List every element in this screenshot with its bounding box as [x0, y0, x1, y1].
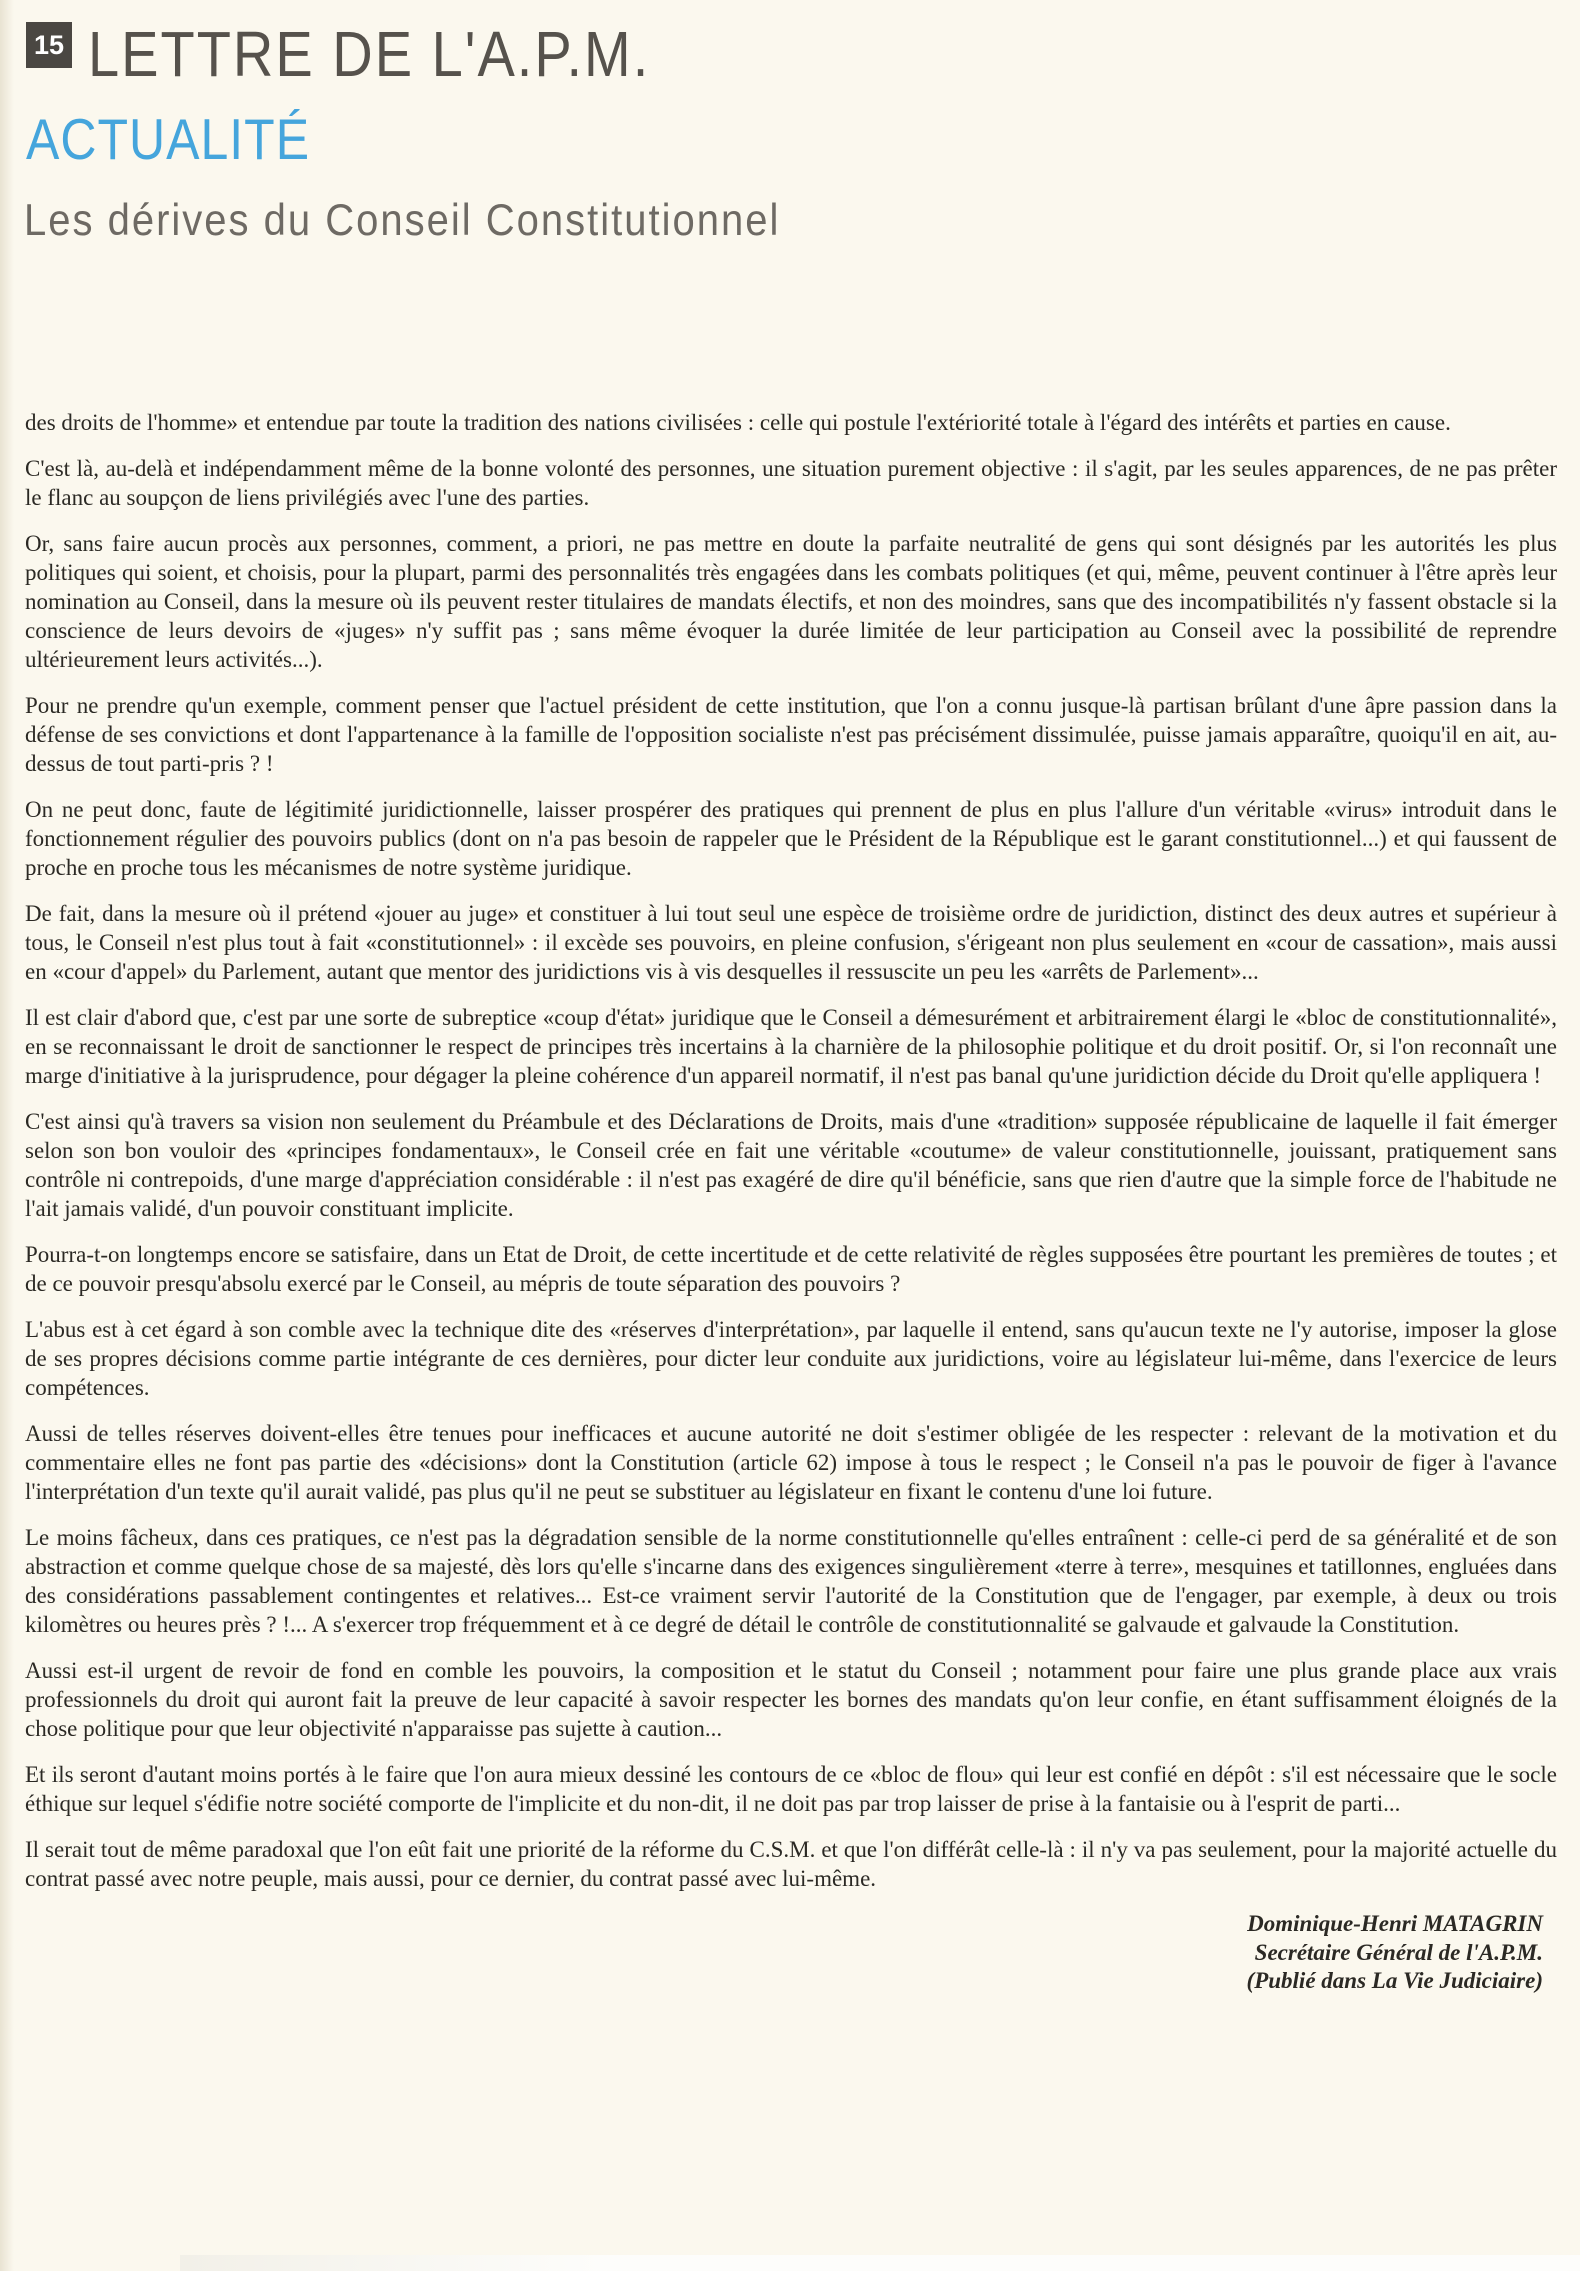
- article-paragraph: Il serait tout de même paradoxal que l'on eût fait une priorité de la réforme du C.S.M. et que l'on différât celle-là : il n'y va pas seulement, pour la majorité actuelle du contrat passé avec notre peuple, mais aussi, pour ce dernier, du contrat passé avec lui-même.: [25, 1837, 1557, 1891]
- issue-number-badge: [26, 22, 72, 68]
- signature-source: (Publié dans La Vie Judiciaire): [1246, 1968, 1543, 1993]
- article-paragraph: Et ils seront d'autant moins portés à le faire que l'on aura mieux dessiné les contours de ce «bloc de flou» qui leur est confié en dépôt : s'il est nécessaire que le socle éthique sur lequel s'édifie notre société comporte de l'implicite et du non-dit, il ne doit pas par trop laisser de prise à la fantaisie ou à l'esprit de parti...: [25, 1762, 1557, 1816]
- issue-number: 15: [33, 29, 65, 60]
- article-paragraph: des droits de l'homme» et entendue par toute la tradition des nations civilisées : celle qui postule l'extériorité totale à l'égard des intérêts et parties en cause.: [25, 410, 1451, 435]
- section-label: ACTUALITÉ: [26, 107, 311, 172]
- article-paragraph: L'abus est à cet égard à son comble avec la technique dite des «réserves d'interprétation», par laquelle il entend, sans qu'aucun texte ne l'y autorise, imposer la glose de ses propres décisions comme partie intégrante de ces dernières, pour dicter leur conduite aux juridictions, voire au législateur lui-même, dans l'exercice de leurs compétences.: [25, 1317, 1557, 1400]
- article-paragraph: On ne peut donc, faute de légitimité juridictionnelle, laisser prospérer des pratiques qui prennent de plus en plus l'allure d'un véritable «virus» introduit dans le fonctionnement régulier des pouvoirs publics (dont on n'a pas besoin de rappeler que le Président de la République est le garant constitutionnel...) et qui faussent de proche en proche tous les mécanismes de notre système juridique.: [25, 797, 1557, 880]
- scan-edge-shadow: [0, 0, 14, 2271]
- article-body: [25, 408, 1557, 1996]
- article-paragraph: Il est clair d'abord que, c'est par une sorte de subreptice «coup d'état» juridique que le Conseil a démesurément et arbitrairement élargi le «bloc de constitutionnalité», en se reconnaissant le droit de sanctionner le respect de principes très incertains à la charnière de la philosophie politique et du droit positif. Or, si l'on reconnaît une marge d'initiative à la jurisprudence, pour dégager la pleine cohérence d'un appareil normatif, il n'est pas banal qu'une juridiction décide du Droit qu'elle appliquera !: [25, 1005, 1557, 1088]
- article-paragraph: Pour ne prendre qu'un exemple, comment penser que l'actuel président de cette institution, que l'on a connu jusque-là partisan brûlant d'une âpre passion dans la défense de ses convictions et dont l'appartenance à la famille de l'opposition socialiste n'est pas précisément dissimulée, puisse jamais apparaître, quoiqu'il en ait, au-dessus de tout parti-pris ? !: [25, 693, 1557, 776]
- scan-edge-strip: [180, 2255, 1580, 2271]
- article-paragraph: Aussi est-il urgent de revoir de fond en comble les pouvoirs, la composition et le statut du Conseil ; notamment pour faire une plus grande place aux vrais professionnels du droit qui auront fait la preuve de leur capacité à savoir respecter les bornes des mandats qu'on leur confie, en étant suffisamment éloignés de la chose politique pour que leur objectivité n'apparaisse pas sujette à caution...: [25, 1658, 1557, 1741]
- article-paragraph: Aussi de telles réserves doivent-elles être tenues pour inefficaces et aucune autorité ne doit s'estimer obligée de les respecter : relevant de la motivation et du commentaire elles ne font pas partie des «décisions» dont la Constitution (article 62) impose à tous le respect ; le Conseil n'a pas le pouvoir de figer à l'avance l'interprétation d'un texte qu'il aurait validé, pas plus qu'il ne peut se substituer au législateur en fixant le contenu d'une loi future.: [25, 1421, 1557, 1504]
- article-paragraph: De fait, dans la mesure où il prétend «jouer au juge» et constituer à lui tout seul une espèce de troisième ordre de juridiction, distinct des deux autres et supérieur à tous, le Conseil n'est plus tout à fait «constitutionnel» : il excède ses pouvoirs, en pleine confusion, s'érigeant non plus seulement en «cour de cassation», mais aussi en «cour d'appel» du Parlement, autant que mentor des juridictions vis à vis desquelles il ressuscite un peu les «arrêts de Parlement»...: [25, 901, 1557, 984]
- article-paragraph: Pourra-t-on longtemps encore se satisfaire, dans un Etat de Droit, de cette incertitude et de cette relativité de règles supposées être pourtant les premières de toutes ; et de ce pouvoir presqu'absolu exercé par le Conseil, au mépris de toute séparation des pouvoirs ?: [25, 1242, 1557, 1296]
- article-paragraph: C'est là, au-delà et indépendamment même de la bonne volonté des personnes, une situation purement objective : il s'agit, par les seules apparences, de ne pas prêter le flanc au soupçon de liens privilégiés avec l'une des parties.: [25, 456, 1557, 510]
- article-paragraph: Or, sans faire aucun procès aux personnes, comment, a priori, ne pas mettre en doute la parfaite neutralité de gens qui sont désignés par les autorités les plus politiques qui soient, et choisis, pour la plupart, parmi des personnalités très engagées dans les combats politiques (et qui, même, peuvent continuer à l'être après leur nomination au Conseil, dans la mesure où ils peuvent rester titulaires de mandats électifs, et non des moindres, sans que des incompatibilités n'y fassent obstacle si la conscience de leurs devoirs de «juges» n'y suffit pas ; sans même évoquer la durée limitée de leur participation au Conseil avec la possibilité de reprendre ultérieurement leurs activités...).: [25, 531, 1557, 672]
- signature-author: Dominique-Henri MATAGRIN: [1247, 1911, 1543, 1936]
- signature-role: Secrétaire Général de l'A.P.M.: [1254, 1939, 1543, 1965]
- article-paragraph: C'est ainsi qu'à travers sa vision non seulement du Préambule et des Déclarations de Droits, mais d'une «tradition» supposée républicaine de laquelle il fait émerger selon son bon vouloir des «principes fondamentaux», le Conseil crée en fait une véritable «coutume» de valeur constitutionnelle, jouissant, pratiquement sans contrôle ni contrepoids, d'une marge d'appréciation considérable : il n'est pas exagéré de dire qu'il bénéficie, sans que rien d'autre que la simple force de l'habitude ne l'ait jamais validé, d'un pouvoir constituant implicite.: [25, 1109, 1557, 1221]
- article-title: Les dérives du Conseil Constitutionnel: [24, 196, 781, 246]
- masthead-title: LETTRE DE L'A.P.M.: [88, 17, 651, 90]
- article-paragraph: Le moins fâcheux, dans ces pratiques, ce n'est pas la dégradation sensible de la norme constitutionnelle qu'elles entraînent : celle-ci perd de sa généralité et de son abstraction et comme quelque chose de sa majesté, dès lors qu'elle s'incarne dans des exigences singulièrement «terre à terre», mesquines et tatillonnes, engluées dans des considérations passablement contingentes et relatives... Est-ce vraiment servir l'autorité de la Constitution que de l'engager, par exemple, à deux ou trois kilomètres ou heures près ? !... A s'exercer trop fréquemment et à ce degré de détail le contrôle de constitutionnalité se galvaude et galvaude la Constitution.: [25, 1525, 1557, 1637]
- signature-block: [25, 1910, 1557, 1996]
